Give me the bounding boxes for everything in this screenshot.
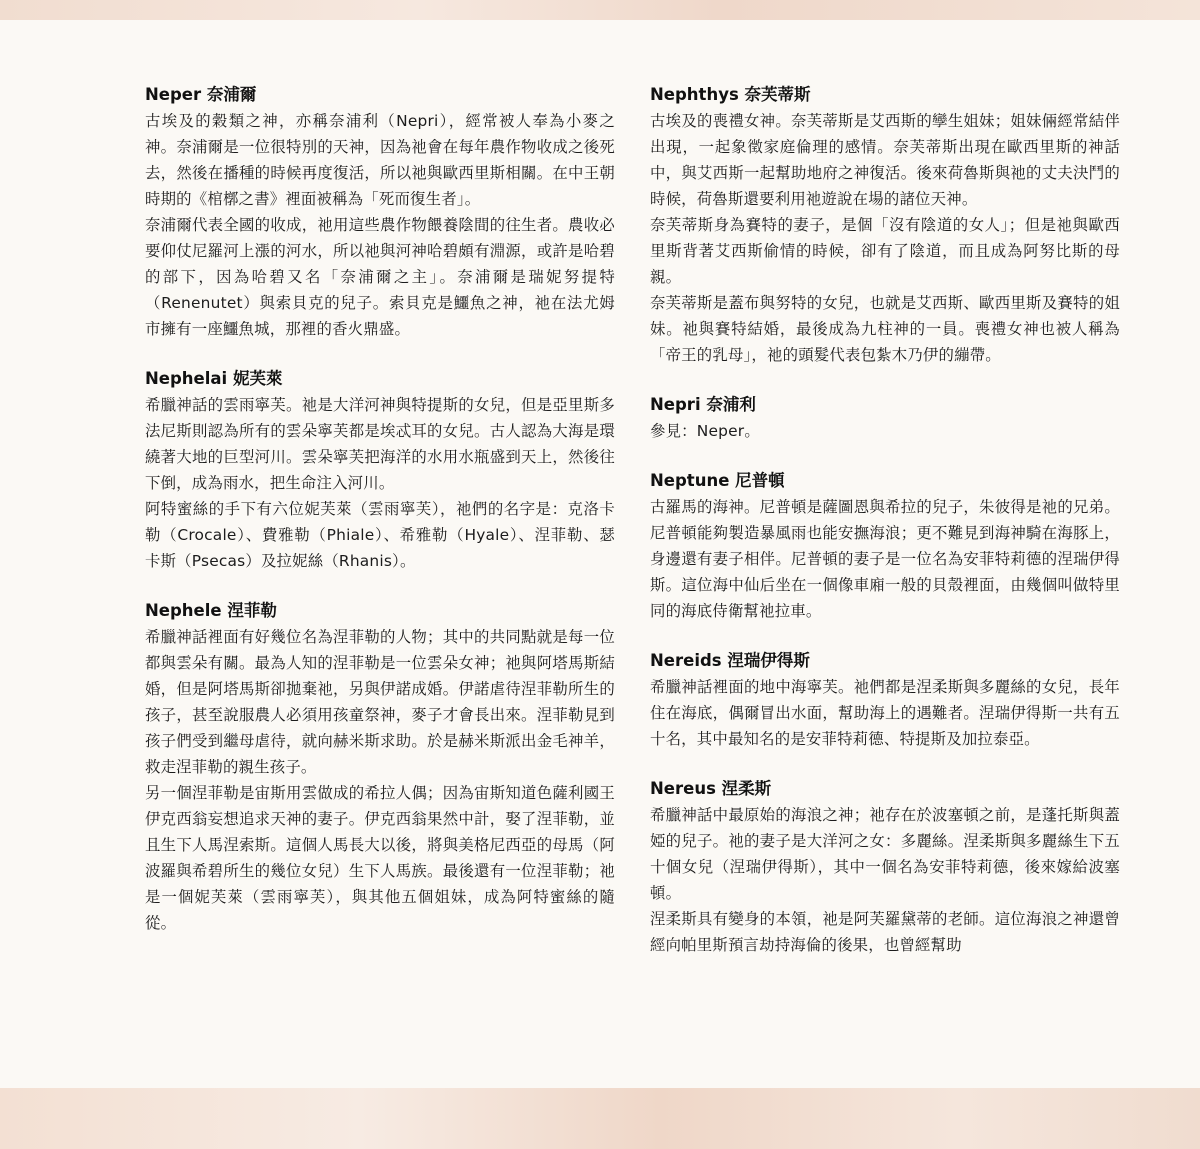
entry-paragraph: 古埃及的喪禮女神。奈芙蒂斯是艾西斯的孿生姐妹；姐妹倆經常結伴出現，一起象徵家庭倫理的感情。奈芙蒂斯出現在歐西里斯的神話中，與艾西斯一起幫助地府之神復活。後來荷魯斯與祂的丈夫決鬥的時候，荷魯斯還要利用祂遊說在場的諸位天神。 (650, 112, 1120, 208)
entry-paragraph: 希臘神話裡面有好幾位名為涅菲勒的人物；其中的共同點就是每一位都與雲朵有關。最為人知的涅菲勒是一位雲朵女神；祂與阿塔馬斯結婚，但是阿塔馬斯卻拋棄祂，另與伊諾成婚。伊諾虐待涅菲勒所生的孩子，甚至說服農人必須用孩童祭神，麥子才會長出來。涅菲勒見到孩子們受到繼母虐待，就向赫米斯求助。於是赫米斯派出金毛神羊，救走涅菲勒的親生孩子。 (145, 628, 615, 776)
entry-nephthys (650, 82, 1120, 368)
entry-paragraph: 涅柔斯具有變身的本領，祂是阿芙羅黛蒂的老師。這位海浪之神還曾經向帕里斯預言劫持海倫的後果，也曾經幫助 (650, 910, 1120, 954)
left-column (145, 82, 615, 936)
entry-paragraph: 另一個涅菲勒是宙斯用雲做成的希拉人偶；因為宙斯知道色薩利國王伊克西翁妄想追求天神的妻子。伊克西翁果然中計，娶了涅菲勒，並且生下人馬涅索斯。這個人馬長大以後，將與美格尼西亞的母馬（阿波羅與希碧所生的幾位女兒）生下人馬族。最後還有一位涅菲勒；祂是一個妮芙萊（雲雨寧芙），與其他五個姐妹，成為阿特蜜絲的隨從。 (145, 784, 615, 932)
entry-nephelai (145, 366, 615, 574)
entry-heading: Nephthys 奈芙蒂斯 (650, 85, 811, 104)
right-column (650, 82, 1120, 958)
entry-paragraph: 奈芙蒂斯身為賽特的妻子，是個「沒有陰道的女人」；但是祂與歐西里斯背著艾西斯偷情的時候，卻有了陰道，而且成為阿努比斯的母親。 (650, 216, 1120, 286)
entry-heading: Neper 奈浦爾 (145, 85, 257, 104)
entry-paragraph: 奈芙蒂斯是蓋布與努特的女兒，也就是艾西斯、歐西里斯及賽特的姐妹。祂與賽特結婚，最後成為九柱神的一員。喪禮女神也被人稱為「帝王的乳母」，祂的頭髮代表包紮木乃伊的繃帶。 (650, 294, 1120, 364)
entry-paragraph: 奈浦爾代表全國的收成，祂用這些農作物餵養陰間的往生者。農收必要仰仗尼羅河上漲的河水，所以祂與河神哈碧頗有淵源，或許是哈碧的部下，因為哈碧又名「奈浦爾之主」。奈浦爾是瑞妮努提特（Renenutet）與索貝克的兒子。索貝克是鱷魚之神，祂在法尤姆市擁有一座鱷魚城，那裡的香火鼎盛。 (145, 216, 615, 338)
entry-heading: Nephelai 妮芙萊 (145, 369, 283, 388)
entry-paragraph: 希臘神話中最原始的海浪之神；祂存在於波塞頓之前，是蓬托斯與蓋婭的兒子。祂的妻子是大洋河之女：多麗絲。涅柔斯與多麗絲生下五十個女兒（涅瑞伊得斯），其中一個名為安菲特莉德，後來嫁給波塞頓。 (650, 806, 1120, 902)
entry-paragraph: 阿特蜜絲的手下有六位妮芙萊（雲雨寧芙），祂們的名字是：克洛卡勒（Crocale）、費雅勒（Phiale）、希雅勒（Hyale）、涅菲勒、瑟卡斯（Psecas）及拉妮絲（Rhanis）。 (145, 500, 615, 570)
entry-heading: Nephele 涅菲勒 (145, 601, 277, 620)
entry-paragraph: 希臘神話裡面的地中海寧芙。祂們都是涅柔斯與多麗絲的女兒，長年住在海底，偶爾冒出水面，幫助海上的遇難者。涅瑞伊得斯一共有五十名，其中最知名的是安菲特莉德、特提斯及加拉泰亞。 (650, 678, 1120, 748)
entry-paragraph: 古羅馬的海神。尼普頓是薩圖恩與希拉的兒子，朱彼得是祂的兄弟。尼普頓能夠製造暴風雨也能安撫海浪；更不難見到海神騎在海豚上，身邊還有妻子相伴。尼普頓的妻子是一位名為安菲特莉德的涅瑞伊得斯。這位海中仙后坐在一個像車廂一般的貝殼裡面，由幾個叫做特里同的海底侍衛幫祂拉車。 (650, 498, 1120, 620)
entry-nereids (650, 648, 1120, 752)
entry-neper (145, 82, 615, 342)
entry-nephele (145, 598, 615, 936)
entry-heading: Nepri 奈浦利 (650, 395, 756, 414)
bottom-paper-band (0, 1088, 1200, 1149)
entry-heading: Nereus 涅柔斯 (650, 779, 772, 798)
entry-heading: Nereids 涅瑞伊得斯 (650, 651, 810, 670)
top-paper-band (0, 0, 1200, 20)
entry-neptune (650, 468, 1120, 624)
entry-heading: Neptune 尼普頓 (650, 471, 785, 490)
entry-paragraph: 希臘神話的雲雨寧芙。祂是大洋河神與特提斯的女兒，但是亞里斯多法尼斯則認為所有的雲朵寧芙都是埃忒耳的女兒。古人認為大海是環繞著大地的巨型河川。雲朵寧芙把海洋的水用水瓶盛到天上，然後往下倒，成為雨水，把生命注入河川。 (145, 396, 615, 492)
entry-nepri (650, 392, 1120, 444)
entry-nereus (650, 776, 1120, 958)
entry-paragraph: 參見：Neper。 (650, 422, 760, 440)
entry-paragraph: 古埃及的穀類之神，亦稱奈浦利（Nepri），經常被人奉為小麥之神。奈浦爾是一位很特別的天神，因為祂會在每年農作物收成之後死去，然後在播種的時候再度復活，所以祂與歐西里斯相關。在中王朝時期的《棺槨之書》裡面被稱為「死而復生者」。 (145, 112, 615, 208)
